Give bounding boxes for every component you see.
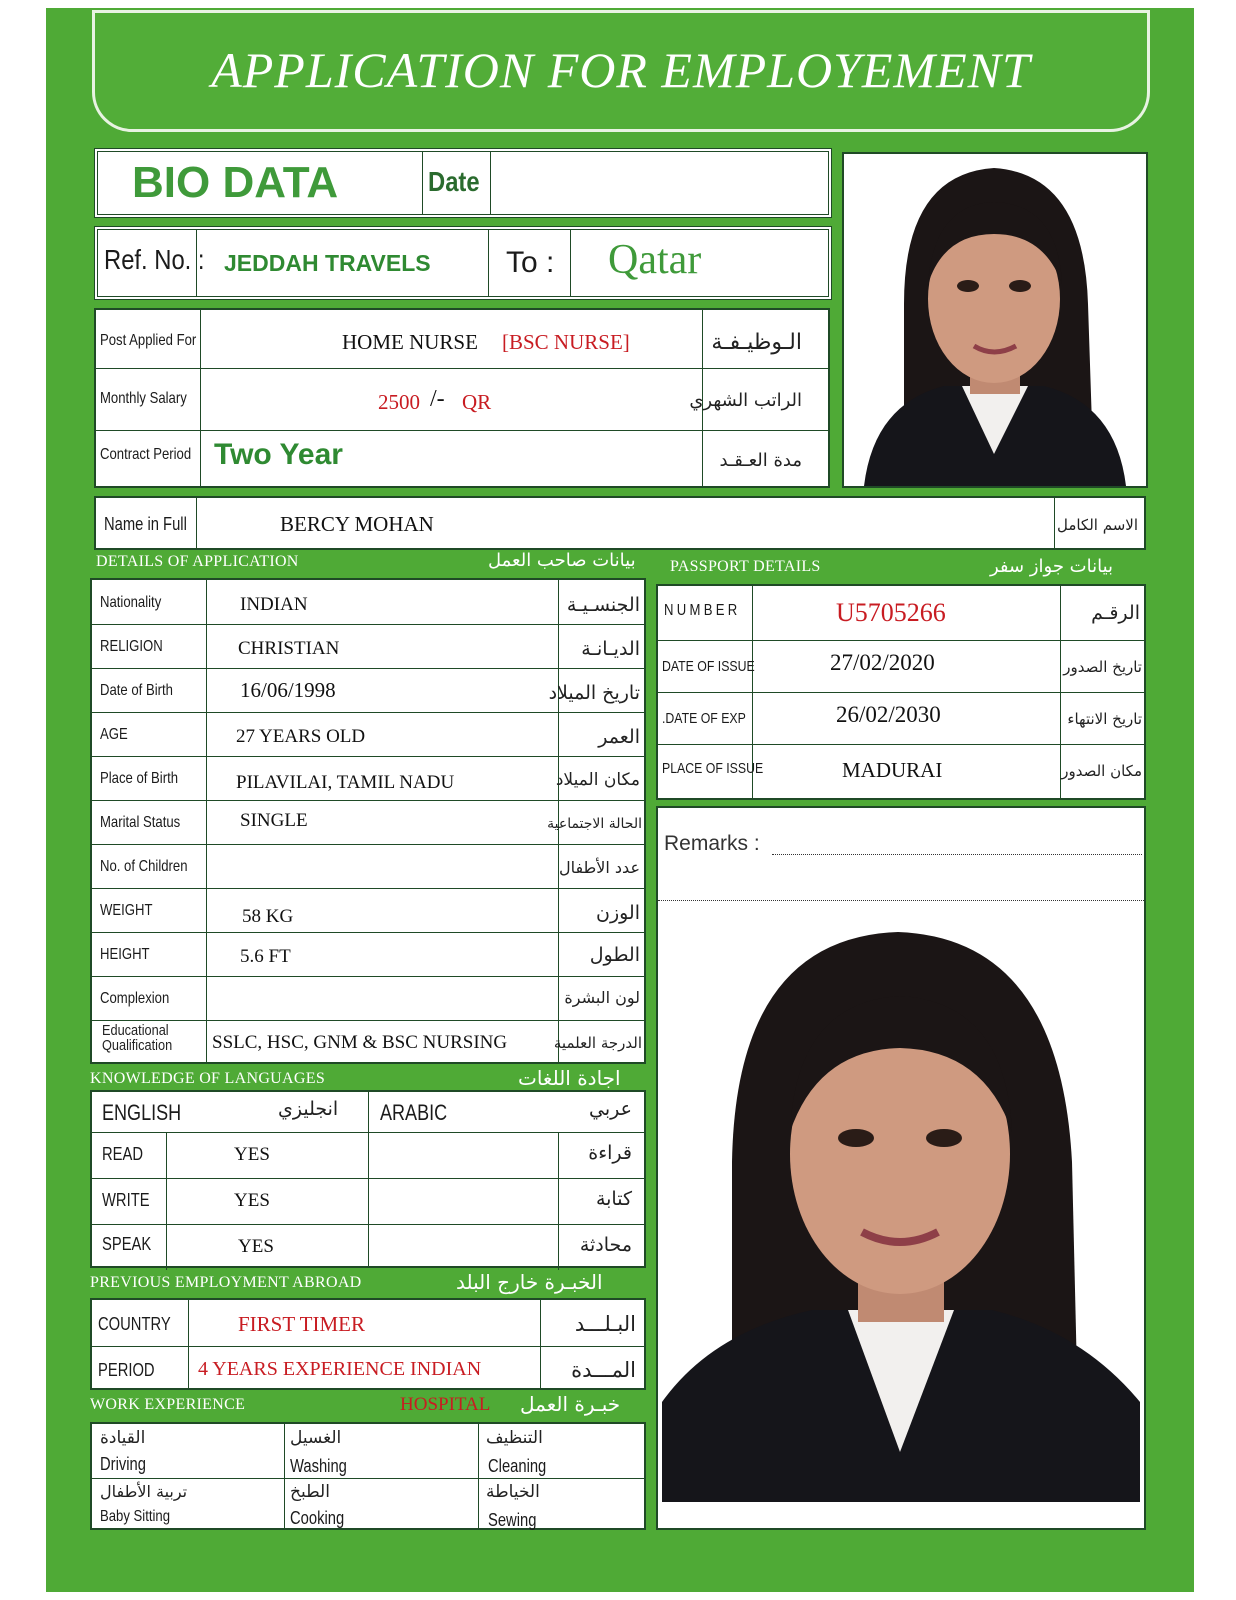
previous-title: PREVIOUS EMPLOYMENT ABROAD [90, 1274, 362, 1291]
salary-value: 2500 [378, 390, 420, 414]
work-item-ar: التنظيف [486, 1428, 543, 1448]
work-item-en: Sewing [488, 1510, 537, 1530]
salary-ar: الراتب الشهري [689, 390, 802, 411]
contract-label: Contract Period [100, 446, 192, 463]
header-banner [92, 10, 1150, 132]
post-label: Post Applied For [100, 332, 197, 349]
table-row-value: 27 YEARS OLD [236, 726, 366, 747]
work-note: HOSPITAL [400, 1394, 491, 1415]
passport-row-label: NUMBER [664, 602, 741, 619]
work-item-ar: تربية الأطفال [100, 1482, 188, 1501]
table-row-label: Nationality [100, 594, 162, 611]
passport-expiry-date: 26/02/2030 [836, 702, 941, 727]
language-row-label: WRITE [102, 1190, 150, 1210]
language-arabic: ARABIC [380, 1100, 448, 1125]
period-label: PERIOD [98, 1360, 155, 1380]
remarks-label: Remarks : [664, 832, 760, 855]
table-row-ar: عدد الأطفال [558, 858, 640, 877]
work-item-en: Driving [100, 1454, 146, 1474]
passport-row-ar: مكان الصدور [1061, 762, 1142, 780]
applicant-photo-small [842, 152, 1148, 488]
languages-title: KNOWLEDGE OF LANGUAGES [90, 1070, 326, 1087]
country-label: COUNTRY [98, 1314, 171, 1334]
post-ar: الـوظيـفـة [711, 330, 802, 355]
table-row-value: 5.6 FT [240, 946, 291, 967]
work-item-ar: الغسيل [290, 1428, 342, 1448]
application-title-ar: بيانات صاحب العمل [488, 550, 636, 571]
table-row-ar: الديـانـة [581, 638, 640, 660]
bio-data-box [94, 148, 832, 218]
passport-number: U5705266 [836, 598, 946, 627]
table-row-value: CHRISTIAN [238, 638, 340, 659]
language-english-ar: انجليزي [278, 1098, 339, 1120]
work-item-en: Washing [290, 1456, 347, 1476]
passport-row-label: PLACE OF ISSUE [662, 760, 764, 777]
passport-row-label: .DATE OF EXP [662, 710, 746, 727]
table-row-label: HEIGHT [100, 946, 150, 963]
name-box [94, 496, 1146, 550]
language-row-english: YES [234, 1190, 270, 1211]
table-row-ar: الوزن [595, 902, 640, 924]
work-item-en: Cleaning [488, 1456, 547, 1476]
work-item-en: Cooking [290, 1508, 345, 1528]
table-row-label: Place of Birth [100, 770, 179, 787]
contract-ar: مدة العـقـد [719, 450, 802, 471]
date-label: Date [428, 166, 480, 197]
ref-label: Ref. No. : [104, 244, 205, 275]
application-title: DETAILS OF APPLICATION [96, 553, 299, 570]
remarks-box [656, 806, 1146, 1530]
passport-row-ar: تاريخ الصدور [1063, 658, 1142, 676]
language-row-ar: محادثة [579, 1234, 632, 1256]
applicant-photo-large [662, 932, 1140, 1502]
salary-suffix: /- [430, 386, 445, 412]
table-row-label: AGE [100, 726, 128, 743]
table-row-value: SINGLE [240, 810, 308, 831]
work-item-ar: الطبخ [290, 1482, 330, 1502]
portrait-illustration [844, 154, 1146, 486]
work-item-ar: القيادة [100, 1428, 146, 1448]
work-title: WORK EXPERIENCE [90, 1396, 246, 1413]
contract-value: Two Year [214, 438, 343, 471]
table-row-ar: مكان الميلاد [555, 770, 640, 790]
table-row-label: RELIGION [100, 638, 163, 655]
table-row-ar: لون البشرة [564, 988, 640, 1007]
table-row-value: PILAVILAI, TAMIL NADU [236, 772, 455, 793]
period-ar: المـــدة [571, 1358, 636, 1382]
table-row-ar: الطول [589, 944, 640, 966]
table-row-label: No. of Children [100, 858, 188, 875]
portrait-illustration [662, 932, 1140, 1502]
language-row-label: READ [102, 1144, 144, 1164]
work-table [90, 1422, 646, 1530]
table-row-ar: تاريخ الميلاد [548, 682, 640, 704]
previous-title-ar: الخبـرة خارج البلد [456, 1270, 603, 1294]
language-row-english: YES [234, 1144, 270, 1165]
to-label: To : [506, 246, 555, 279]
name-value: BERCY MOHAN [280, 512, 434, 536]
table-row-label: Educational Qualification [102, 1022, 173, 1054]
passport-title: PASSPORT DETAILS [670, 558, 821, 575]
table-row-ar: الدرجة العلمية [553, 1034, 642, 1052]
post-value: HOME NURSE [342, 330, 478, 354]
to-value: Qatar [608, 237, 702, 283]
table-row-label: WEIGHT [100, 902, 153, 919]
post-extra: [BSC NURSE] [502, 330, 630, 354]
language-row-ar: قراءة [588, 1142, 632, 1164]
passport-row-label: DATE OF ISSUE [662, 658, 755, 675]
passport-row-ar: الرقـم [1091, 602, 1140, 624]
work-title-ar: خبـرة العمل [520, 1392, 621, 1416]
table-row-label: Marital Status [100, 814, 181, 831]
work-item-ar: الخياطة [486, 1482, 540, 1502]
language-row-ar: كتابة [595, 1188, 632, 1210]
ref-value: JEDDAH TRAVELS [224, 250, 431, 276]
languages-title-ar: اجادة اللغات [518, 1066, 621, 1090]
country-value: FIRST TIMER [238, 1312, 366, 1336]
name-ar: الاسم الكامل [1056, 516, 1138, 534]
name-label: Name in Full [104, 514, 187, 534]
salary-currency: QR [462, 390, 492, 414]
table-row-value: 16/06/1998 [240, 678, 336, 702]
passport-issue-date: 27/02/2020 [830, 650, 935, 675]
period-value: 4 YEARS EXPERIENCE INDIAN [198, 1358, 482, 1380]
table-row-value: INDIAN [240, 594, 308, 615]
language-row-english: YES [238, 1236, 274, 1257]
country-ar: البـلـــد [574, 1312, 636, 1336]
passport-place: MADURAI [842, 758, 943, 782]
table-row-ar: العمر [598, 726, 640, 748]
ref-box [94, 226, 832, 300]
table-row-ar: الجنسـيـة [566, 594, 640, 616]
salary-label: Monthly Salary [100, 390, 187, 407]
previous-table [90, 1298, 646, 1390]
language-arabic-ar: عربي [589, 1098, 632, 1120]
table-row-label: Complexion [100, 990, 170, 1007]
table-row-ar: الحالة الاجتماعية [547, 816, 642, 832]
table-row-label: Date of Birth [100, 682, 173, 699]
passport-title-ar: بيانات جواز سفر [990, 556, 1114, 577]
table-row-value: SSLC, HSC, GNM & BSC NURSING [212, 1032, 508, 1053]
page-title: APPLICATION FOR EMPLOYEMENT [211, 42, 1031, 98]
application-table [90, 578, 646, 1064]
job-box [94, 308, 830, 488]
passport-table [656, 584, 1146, 800]
bio-data-label: BIO DATA [132, 158, 339, 207]
table-row-value: 58 KG [242, 906, 294, 927]
language-row-label: SPEAK [102, 1234, 152, 1254]
work-item-en: Baby Sitting [100, 1508, 171, 1525]
language-english: ENGLISH [102, 1100, 182, 1125]
languages-table [90, 1090, 646, 1268]
passport-row-ar: تاريخ الانتهاء [1067, 710, 1142, 728]
